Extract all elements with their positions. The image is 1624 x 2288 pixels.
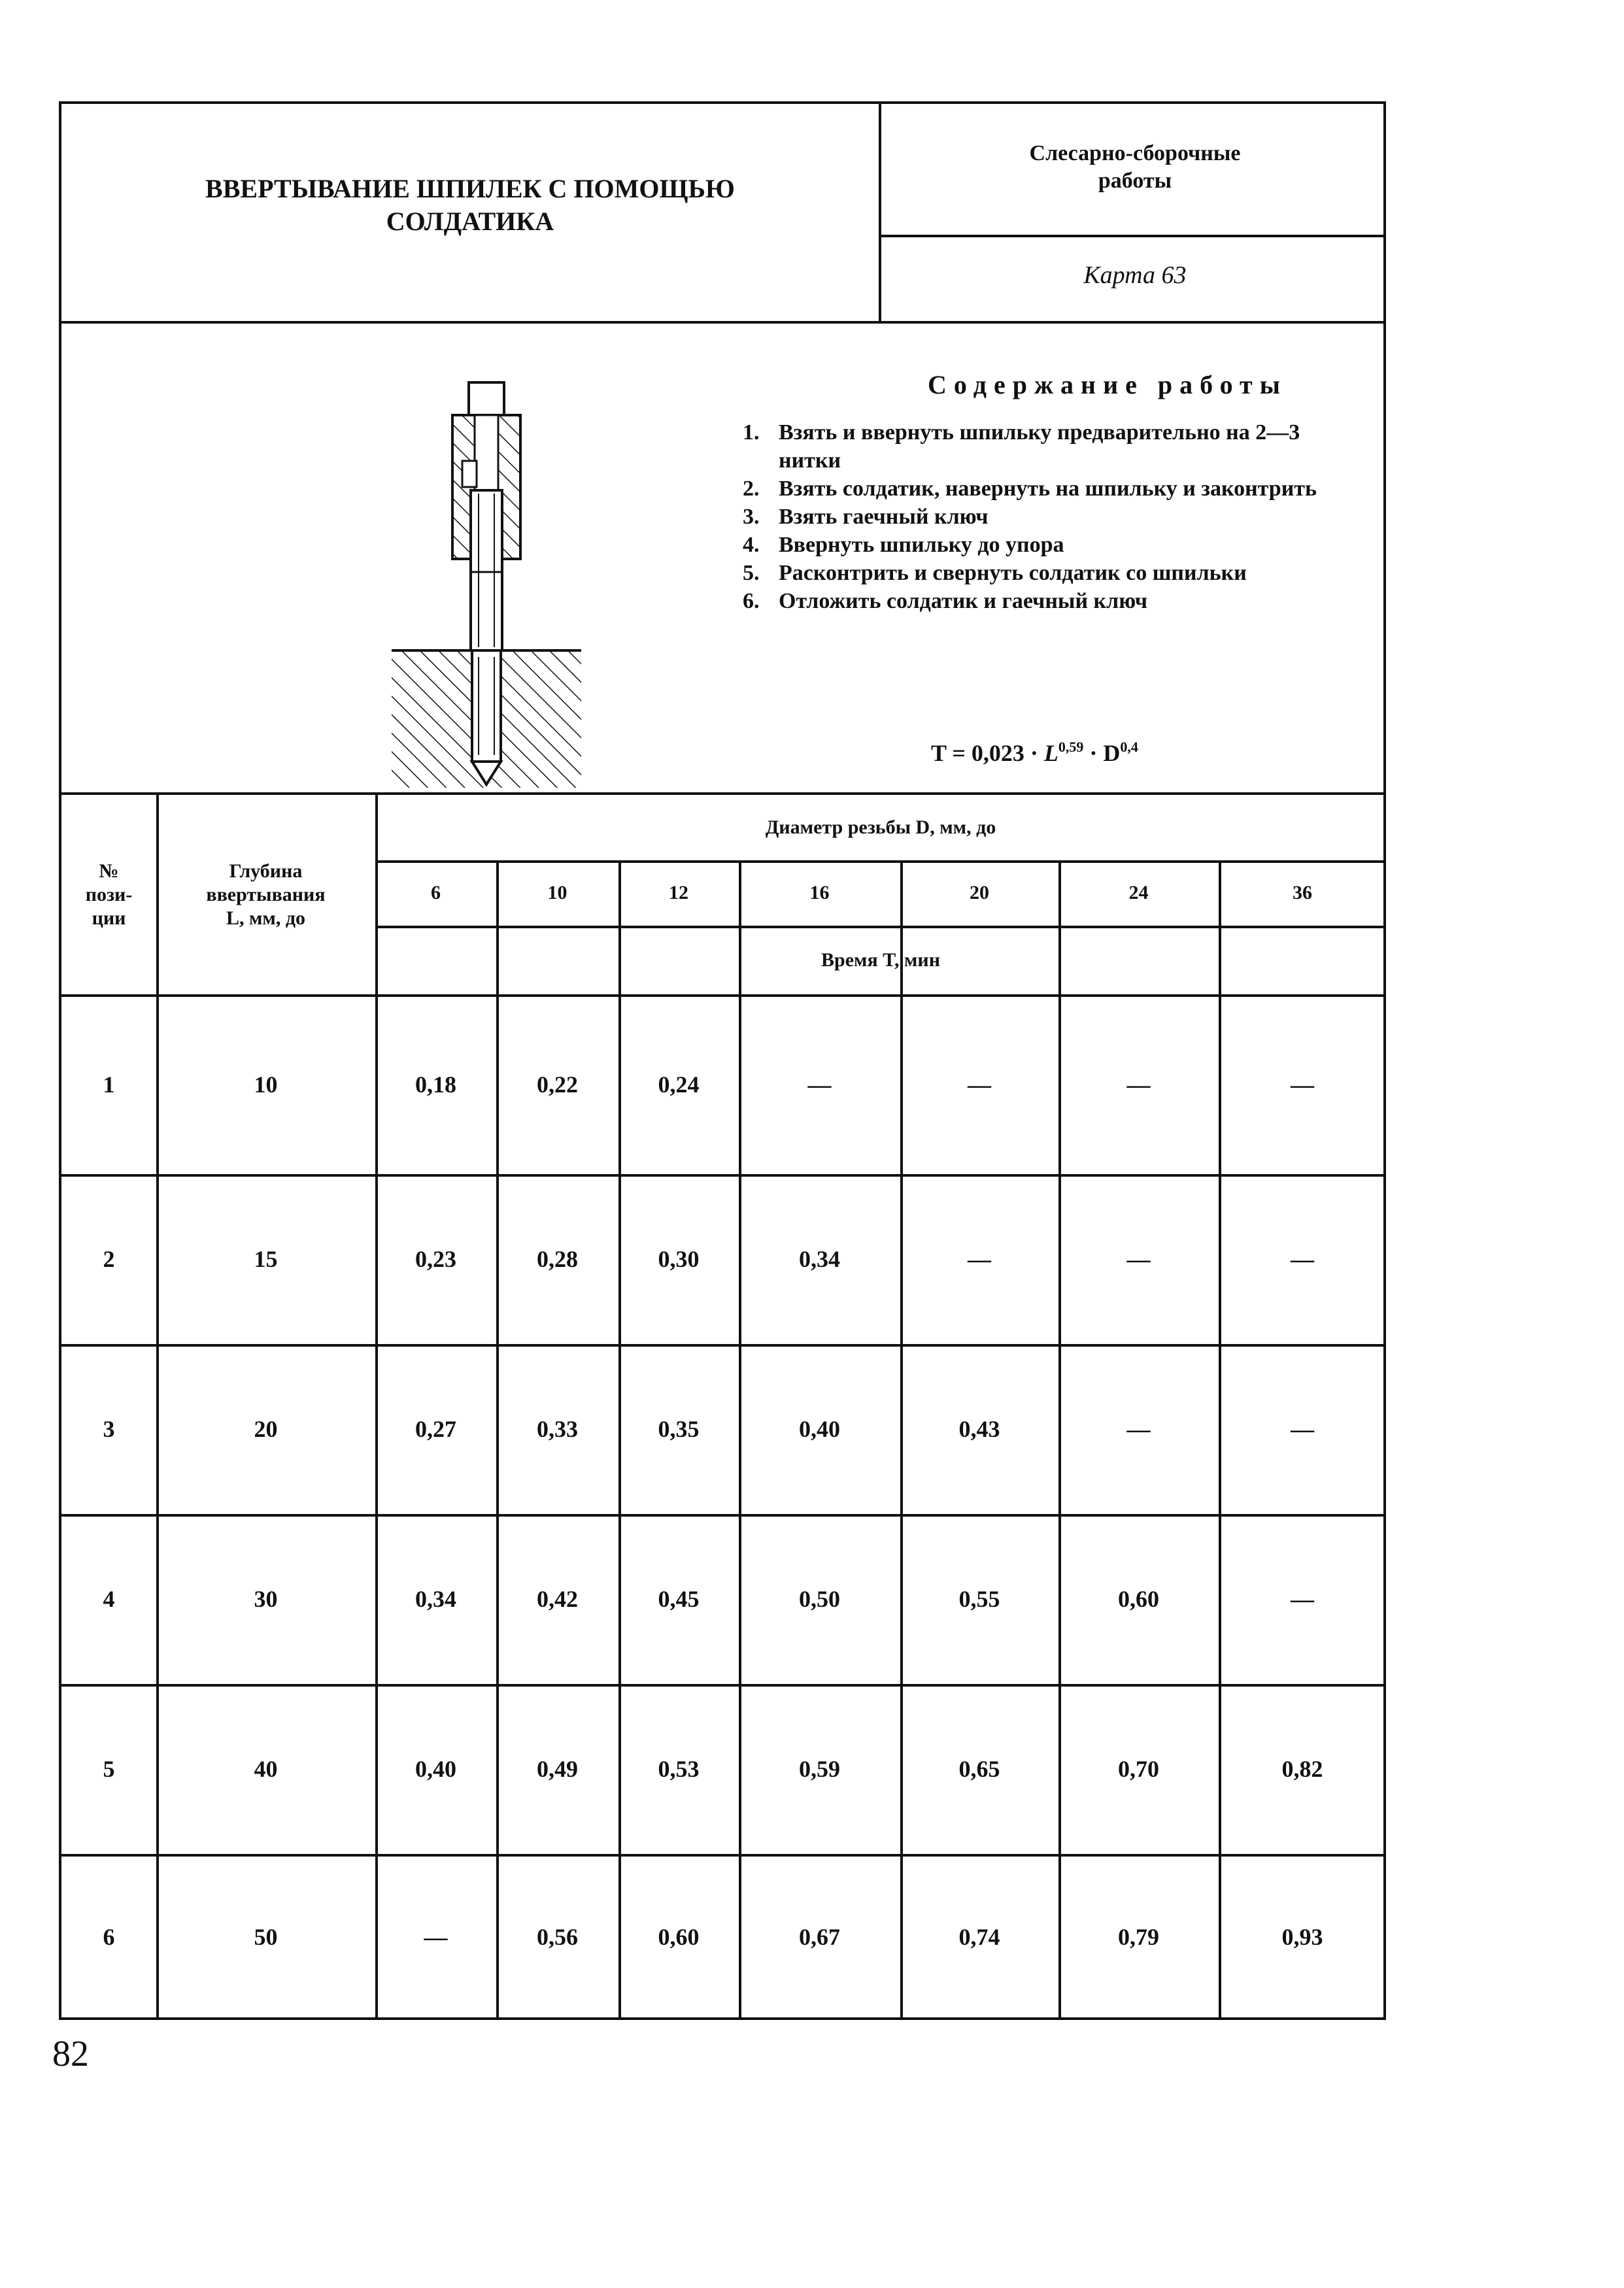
- formula-mid: · D: [1083, 740, 1121, 766]
- time-header: Время T, мин: [821, 949, 940, 971]
- time-value: 0,33: [537, 1416, 578, 1442]
- col-header-position-line: ции: [92, 907, 126, 929]
- time-value: 0,60: [658, 1924, 700, 1950]
- title-line-2: СОЛДАТИКА: [386, 207, 554, 236]
- formula-base: T = 0,023 ·: [931, 740, 1044, 766]
- time-value: 0,93: [1281, 1924, 1323, 1950]
- step-item: [743, 559, 1361, 587]
- diameter-value: 16: [809, 882, 830, 903]
- page-number: 82: [52, 2034, 89, 2074]
- row-position: 4: [103, 1586, 115, 1612]
- time-value: —: [1126, 1246, 1151, 1272]
- time-value: —: [968, 1246, 991, 1272]
- time-value: 0,40: [799, 1416, 840, 1442]
- step-text: Расконтрить и свернуть солдатик со шпильки: [779, 561, 1247, 585]
- step-text: Взять солдатик, навернуть на шпильку и законтрить: [779, 477, 1317, 501]
- time-value: 0,56: [537, 1924, 578, 1950]
- stud-drawing: [330, 376, 591, 794]
- col-header-position: [61, 795, 156, 994]
- time-value: 0,59: [799, 1756, 840, 1782]
- step-text: Взять и ввернуть шпильку предварительно на 2—3 нитки: [779, 420, 1300, 473]
- row-depth: 40: [254, 1756, 278, 1782]
- step-number: 6.: [743, 589, 760, 613]
- time-value: 0,67: [799, 1924, 840, 1950]
- row-position: 5: [103, 1756, 115, 1782]
- row-position: 6: [103, 1924, 115, 1950]
- threaded-hole: [472, 650, 501, 762]
- header-block: [59, 101, 1386, 324]
- formula-l: L: [1043, 740, 1058, 766]
- time-value: 0,18: [415, 1071, 456, 1098]
- time-value: —: [1291, 1071, 1314, 1098]
- diameter-value: 6: [431, 882, 441, 903]
- step-text: Взять гаечный ключ: [779, 505, 989, 529]
- category-line-2: работы: [1098, 169, 1172, 193]
- time-value: —: [424, 1924, 448, 1950]
- formula-d-exponent: 0,4: [1120, 739, 1138, 755]
- step-number: 5.: [743, 561, 760, 585]
- formula-l-exponent: 0,59: [1058, 739, 1084, 755]
- col-header-depth: [156, 795, 375, 994]
- time-value: 0,70: [1118, 1756, 1159, 1782]
- time-formula: [931, 739, 1138, 767]
- step-item: [743, 587, 1361, 615]
- time-value: —: [1291, 1246, 1314, 1272]
- time-value: 0,65: [958, 1756, 1000, 1782]
- work-steps-list: [743, 418, 1361, 615]
- row-depth: 30: [254, 1586, 278, 1612]
- time-value: 0,28: [537, 1246, 578, 1272]
- col-header-depth-line: ввертывания: [206, 883, 326, 905]
- step-text: Отложить солдатик и гаечный ключ: [779, 589, 1148, 613]
- col-header-depth-line: Глубина: [229, 860, 303, 882]
- row-position: 1: [103, 1071, 115, 1098]
- step-number: 2.: [743, 477, 760, 501]
- card-number: Карта 63: [1083, 261, 1187, 289]
- diameter-value: 12: [669, 882, 688, 903]
- time-value: —: [968, 1071, 991, 1098]
- time-value: 0,34: [415, 1586, 456, 1612]
- time-value: 0,49: [537, 1756, 578, 1782]
- time-value: —: [1126, 1416, 1151, 1442]
- row-position: 3: [103, 1416, 115, 1442]
- stud-top: [469, 382, 504, 415]
- time-value: 0,50: [799, 1586, 840, 1612]
- diameter-value: 24: [1128, 882, 1149, 903]
- step-item: [743, 418, 1361, 475]
- time-value: —: [1291, 1416, 1314, 1442]
- time-value: 0,79: [1118, 1924, 1159, 1950]
- time-value: —: [807, 1071, 832, 1098]
- diameter-value: 36: [1293, 882, 1312, 903]
- time-value: 0,40: [415, 1756, 456, 1782]
- time-value: 0,74: [958, 1924, 1000, 1950]
- stud-shank: [471, 490, 502, 650]
- row-depth: 15: [254, 1246, 278, 1272]
- step-number: 1.: [743, 420, 760, 445]
- time-value: 0,34: [799, 1246, 840, 1272]
- time-value: 0,53: [658, 1756, 700, 1782]
- time-value: 0,42: [537, 1586, 578, 1612]
- diameter-value: 10: [547, 882, 567, 903]
- step-item: [743, 475, 1361, 503]
- row-position: 2: [103, 1246, 115, 1272]
- row-depth: 20: [254, 1416, 278, 1442]
- time-value: 0,60: [1118, 1586, 1159, 1612]
- category-line-1: Слесарно-сборочные: [1029, 141, 1241, 165]
- time-value: 0,22: [537, 1071, 578, 1098]
- page-title: [61, 173, 879, 238]
- diameter-header: Диаметр резьбы D, мм, до: [765, 816, 996, 838]
- time-value: 0,27: [415, 1416, 456, 1442]
- diameter-value: 20: [970, 882, 989, 903]
- lock-screw: [462, 461, 477, 487]
- col-header-position-line: пози-: [85, 883, 133, 905]
- step-item: [743, 503, 1361, 531]
- time-value: —: [1126, 1071, 1151, 1098]
- step-number: 3.: [743, 505, 760, 529]
- title-line-1: ВВЕРТЫВАНИЕ ШПИЛЕК С ПОМОЩЬЮ: [205, 174, 735, 203]
- content-block: [59, 321, 1386, 795]
- step-number: 4.: [743, 533, 760, 557]
- step-item: [743, 531, 1361, 559]
- work-content-title: Содержание работы: [928, 370, 1287, 399]
- time-value: 0,24: [658, 1071, 700, 1098]
- header-divider-horizontal: [881, 235, 1386, 237]
- work-category: [881, 140, 1389, 195]
- row-depth: 50: [254, 1924, 278, 1950]
- time-value: 0,43: [958, 1416, 1000, 1442]
- time-value: 0,23: [415, 1246, 456, 1272]
- time-value: 0,55: [958, 1586, 1000, 1612]
- row-depth: 10: [254, 1071, 278, 1098]
- time-value: —: [1291, 1586, 1314, 1612]
- time-norms-table: [59, 792, 1386, 2020]
- col-header-depth-line: L, мм, до: [226, 907, 306, 929]
- time-value: 0,82: [1281, 1756, 1323, 1782]
- time-value: 0,45: [658, 1586, 700, 1612]
- step-text: Ввернуть шпильку до упора: [779, 533, 1064, 557]
- time-value: 0,35: [658, 1416, 700, 1442]
- time-value: 0,30: [658, 1246, 700, 1272]
- col-header-position-line: №: [99, 860, 119, 882]
